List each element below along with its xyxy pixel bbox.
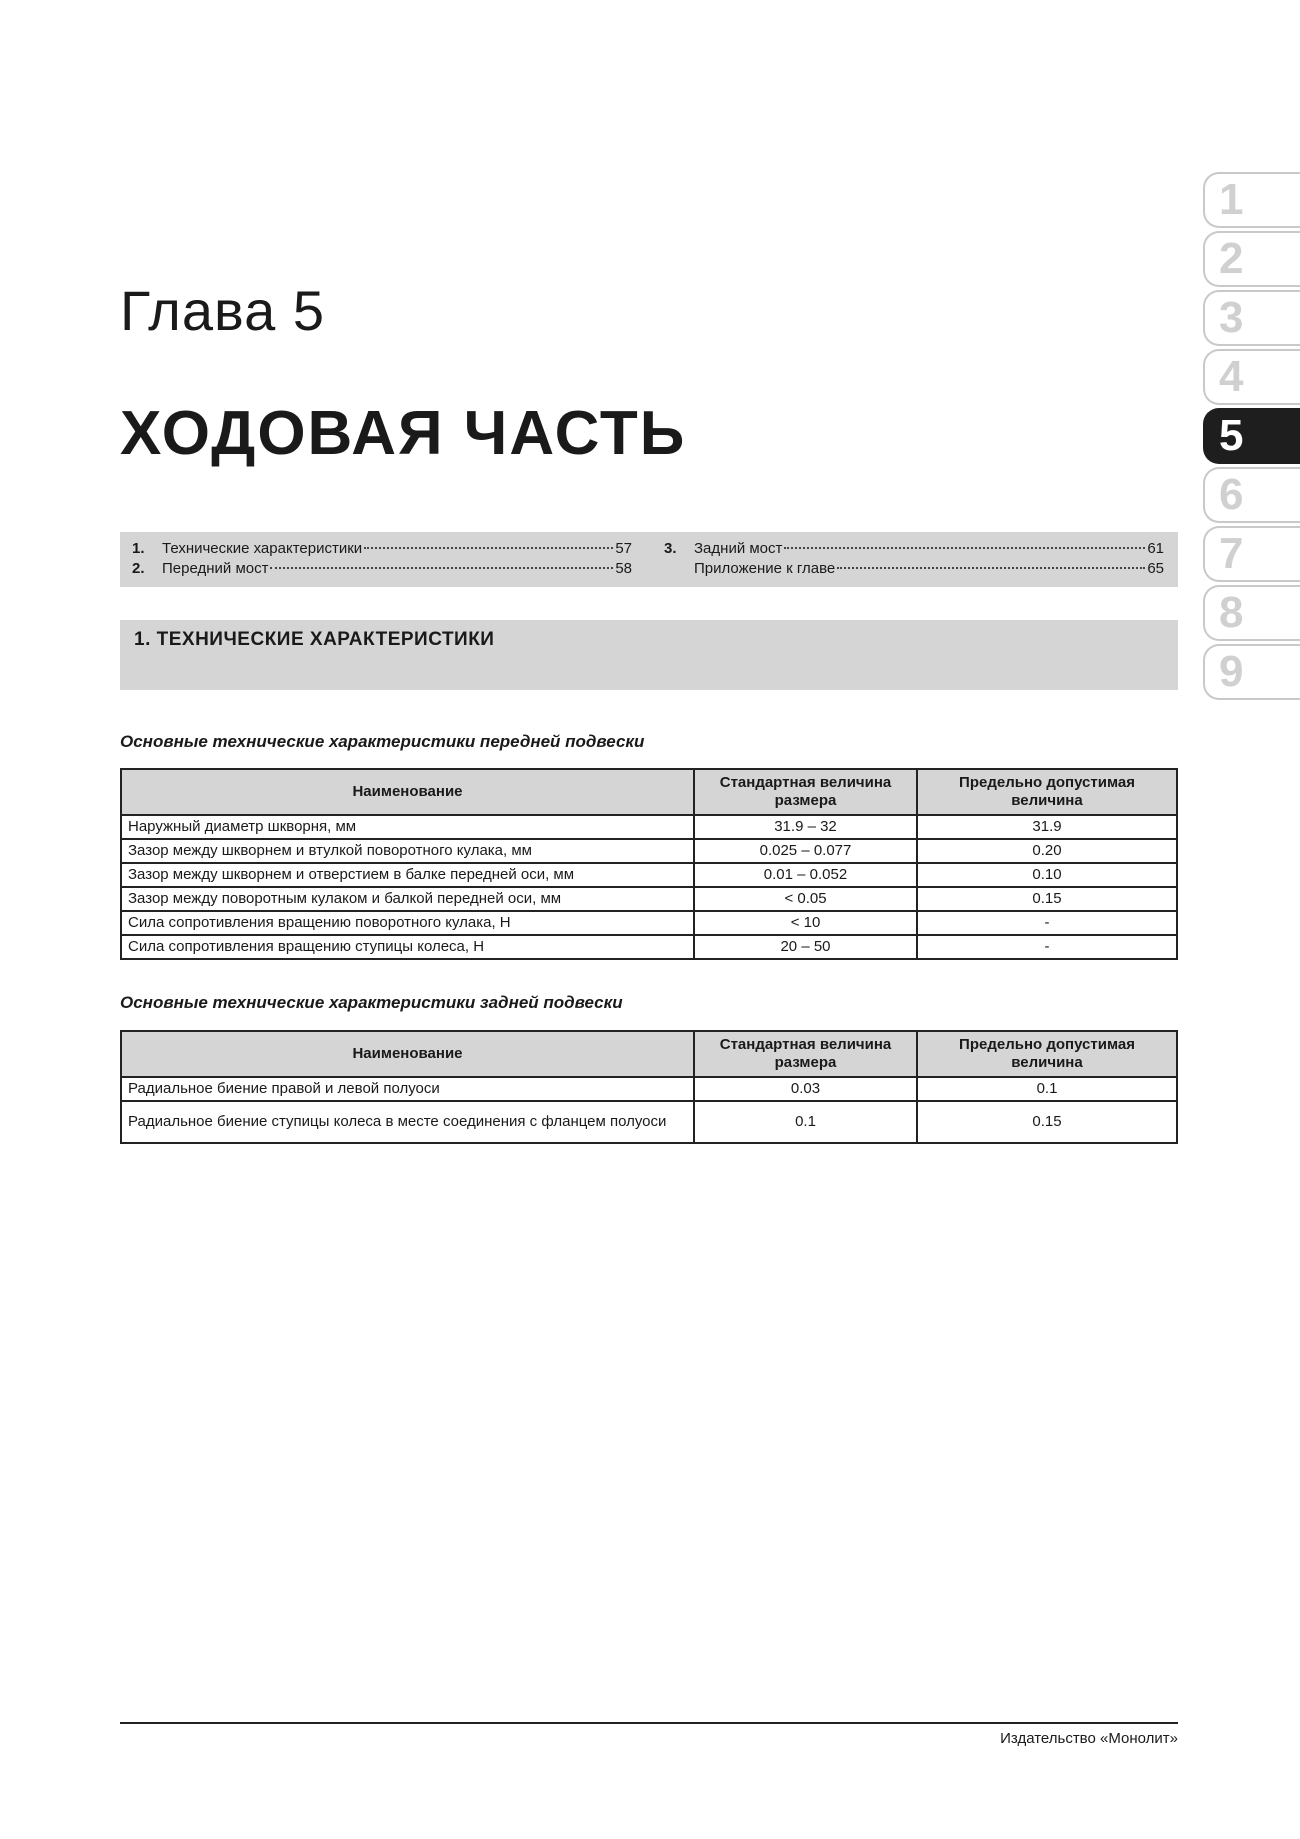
cell-standard: 0.1	[694, 1101, 917, 1143]
toc-entry[interactable]	[132, 540, 632, 560]
table-row	[121, 863, 1177, 887]
table-row	[121, 935, 1177, 959]
chapter-label: Глава 5	[120, 279, 325, 342]
column-header-name: Наименование	[121, 1031, 694, 1077]
toc-leader-dots	[784, 547, 1145, 549]
toc-page-number: 65	[1147, 560, 1164, 577]
toc-page-number: 61	[1147, 540, 1164, 557]
column-header-limit: Предельно допустимая величина	[917, 769, 1177, 815]
toc-title: Передний мост	[162, 560, 269, 577]
toc-column-left	[132, 540, 632, 580]
cell-name: Наружный диаметр шкворня, мм	[121, 815, 694, 839]
cell-name: Сила сопротивления вращению ступицы колеса, Н	[121, 935, 694, 959]
chapter-tab-index	[1203, 172, 1300, 703]
table-header-row	[121, 769, 1177, 815]
toc-title: Задний мост	[694, 540, 783, 557]
table-of-contents	[120, 532, 1178, 587]
toc-column-right	[664, 540, 1164, 580]
toc-leader-dots	[270, 567, 613, 569]
column-header-name: Наименование	[121, 769, 694, 815]
rear-suspension-table	[120, 1030, 1178, 1144]
cell-limit: 0.10	[917, 863, 1177, 887]
cell-limit: 31.9	[917, 815, 1177, 839]
toc-entry[interactable]	[664, 560, 1164, 580]
chapter-tab-7[interactable]: 7	[1203, 526, 1300, 582]
cell-standard: 0.025 – 0.077	[694, 839, 917, 863]
toc-number: 2.	[132, 560, 145, 577]
table-row	[121, 839, 1177, 863]
section-heading: 1. ТЕХНИЧЕСКИЕ ХАРАКТЕРИСТИКИ	[134, 629, 495, 650]
table-row	[121, 1101, 1177, 1143]
cell-standard: 31.9 – 32	[694, 815, 917, 839]
toc-number: 1.	[132, 540, 145, 557]
rear-suspension-caption: Основные технические характеристики задней подвески	[120, 993, 623, 1012]
toc-entry[interactable]	[664, 540, 1164, 560]
chapter-tab-2[interactable]: 2	[1203, 231, 1300, 287]
cell-limit: -	[917, 935, 1177, 959]
cell-name: Сила сопротивления вращению поворотного кулака, Н	[121, 911, 694, 935]
cell-name: Зазор между шкворнем и отверстием в балке передней оси, мм	[121, 863, 694, 887]
table-row	[121, 887, 1177, 911]
cell-name: Зазор между поворотным кулаком и балкой передней оси, мм	[121, 887, 694, 911]
cell-name: Зазор между шкворнем и втулкой поворотного кулака, мм	[121, 839, 694, 863]
toc-page-number: 57	[615, 540, 632, 557]
chapter-title: ХОДОВАЯ ЧАСТЬ	[120, 399, 687, 468]
cell-standard: < 0.05	[694, 887, 917, 911]
section-heading-band	[120, 620, 1178, 690]
footer-publisher: Издательство «Монолит»	[1000, 1730, 1178, 1747]
cell-limit: 0.15	[917, 887, 1177, 911]
table-header-row	[121, 1031, 1177, 1077]
cell-limit: 0.20	[917, 839, 1177, 863]
table-row	[121, 1077, 1177, 1101]
cell-limit: 0.1	[917, 1077, 1177, 1101]
column-header-limit: Предельно допустимая величина	[917, 1031, 1177, 1077]
column-header-standard: Стандартная величина размера	[694, 1031, 917, 1077]
toc-leader-dots	[837, 567, 1145, 569]
cell-standard: 20 – 50	[694, 935, 917, 959]
table-row	[121, 815, 1177, 839]
chapter-tab-5-active[interactable]: 5	[1203, 408, 1300, 464]
toc-entry[interactable]	[132, 560, 632, 580]
chapter-tab-8[interactable]: 8	[1203, 585, 1300, 641]
chapter-tab-6[interactable]: 6	[1203, 467, 1300, 523]
toc-number: 3.	[664, 540, 677, 557]
footer-divider	[120, 1722, 1178, 1724]
cell-standard: < 10	[694, 911, 917, 935]
toc-leader-dots	[364, 547, 613, 549]
toc-title: Приложение к главе	[694, 560, 836, 577]
column-header-standard: Стандартная величина размера	[694, 769, 917, 815]
chapter-tab-4[interactable]: 4	[1203, 349, 1300, 405]
front-suspension-table	[120, 768, 1178, 960]
cell-limit: -	[917, 911, 1177, 935]
chapter-tab-1[interactable]: 1	[1203, 172, 1300, 228]
toc-page-number: 58	[615, 560, 632, 577]
table-row	[121, 911, 1177, 935]
cell-standard: 0.03	[694, 1077, 917, 1101]
front-suspension-caption: Основные технические характеристики передней подвески	[120, 732, 645, 751]
cell-limit: 0.15	[917, 1101, 1177, 1143]
cell-standard: 0.01 – 0.052	[694, 863, 917, 887]
cell-name: Радиальное биение правой и левой полуоси	[121, 1077, 694, 1101]
chapter-tab-3[interactable]: 3	[1203, 290, 1300, 346]
cell-name: Радиальное биение ступицы колеса в месте соединения с фланцем полуоси	[121, 1101, 694, 1143]
chapter-tab-9[interactable]: 9	[1203, 644, 1300, 700]
toc-title: Технические характеристики	[162, 540, 363, 557]
